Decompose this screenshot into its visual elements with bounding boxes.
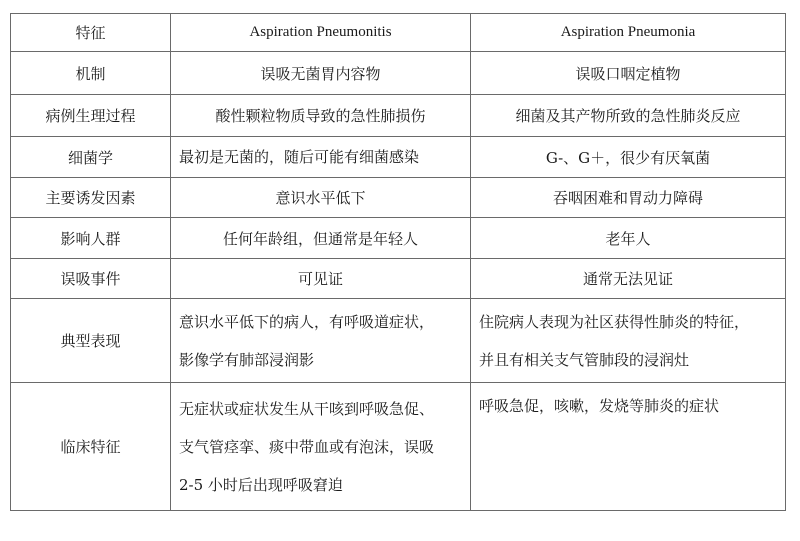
pneumonitis-cell [171,383,471,511]
pneumonia-cell: 吞咽困难和胃动力障碍 [471,178,786,218]
comparison-table-container [10,13,786,511]
table-row [11,259,786,299]
header-pneumonitis: Aspiration Pneumonitis [171,14,471,52]
feature-cell: 细菌学 [11,137,171,178]
pneumonia-cell: 误吸口咽定植物 [471,52,786,95]
pneumonia-cell [471,299,786,383]
table-row [11,178,786,218]
cell-line: 影像学有肺部浸润影 [179,350,315,369]
pneumonitis-cell: 误吸无菌胃内容物 [171,52,471,95]
cell-line: 住院病人表现为社区获得性肺炎的特征， [479,312,750,331]
feature-cell: 病例生理过程 [11,95,171,137]
cell-line: 呼吸急促，咳嗽，发烧等肺炎的症状 [479,397,720,415]
cell-line: 2-5 小时后出现呼吸窘迫 [179,475,343,494]
pneumonitis-cell: 酸性颗粒物质导致的急性肺损伤 [171,95,471,137]
pneumonitis-cell [171,299,471,383]
pneumonia-cell: G-、G＋，很少有厌氧菌 [471,137,786,178]
header-row [11,14,786,52]
pneumonia-cell: 老年人 [471,218,786,259]
cell-line: 并且有相关支气管肺段的浸润灶 [479,350,690,369]
pneumonitis-cell: 意识水平低下 [171,178,471,218]
pneumonia-cell: 细菌及其产物所致的急性肺炎反应 [471,95,786,137]
feature-cell: 临床特征 [11,383,171,511]
pneumonitis-cell: 任何年龄组，但通常是年轻人 [171,218,471,259]
pneumonia-cell [471,383,786,511]
feature-cell: 机制 [11,52,171,95]
table-row [11,383,786,511]
header-pneumonia: Aspiration Pneumonia [471,14,786,52]
table-row [11,299,786,383]
pneumonia-cell: 通常无法见证 [471,259,786,299]
cell-line: 无症状或症状发生从干咳到呼吸急促、 [179,399,435,418]
header-feature: 特征 [11,14,171,52]
feature-cell: 主要诱发因素 [11,178,171,218]
table-row [11,218,786,259]
table-row [11,137,786,178]
table-row [11,95,786,137]
feature-cell: 误吸事件 [11,259,171,299]
feature-cell: 典型表现 [11,299,171,383]
pneumonitis-cell: 最初是无菌的，随后可能有细菌感染 [171,137,471,178]
comparison-table [10,13,786,511]
cell-line: 意识水平低下的病人，有呼吸道症状， [179,312,435,331]
pneumonitis-cell: 可见证 [171,259,471,299]
table-row [11,52,786,95]
feature-cell: 影响人群 [11,218,171,259]
cell-line: 支气管痉挛、痰中带血或有泡沫，误吸 [179,437,435,456]
